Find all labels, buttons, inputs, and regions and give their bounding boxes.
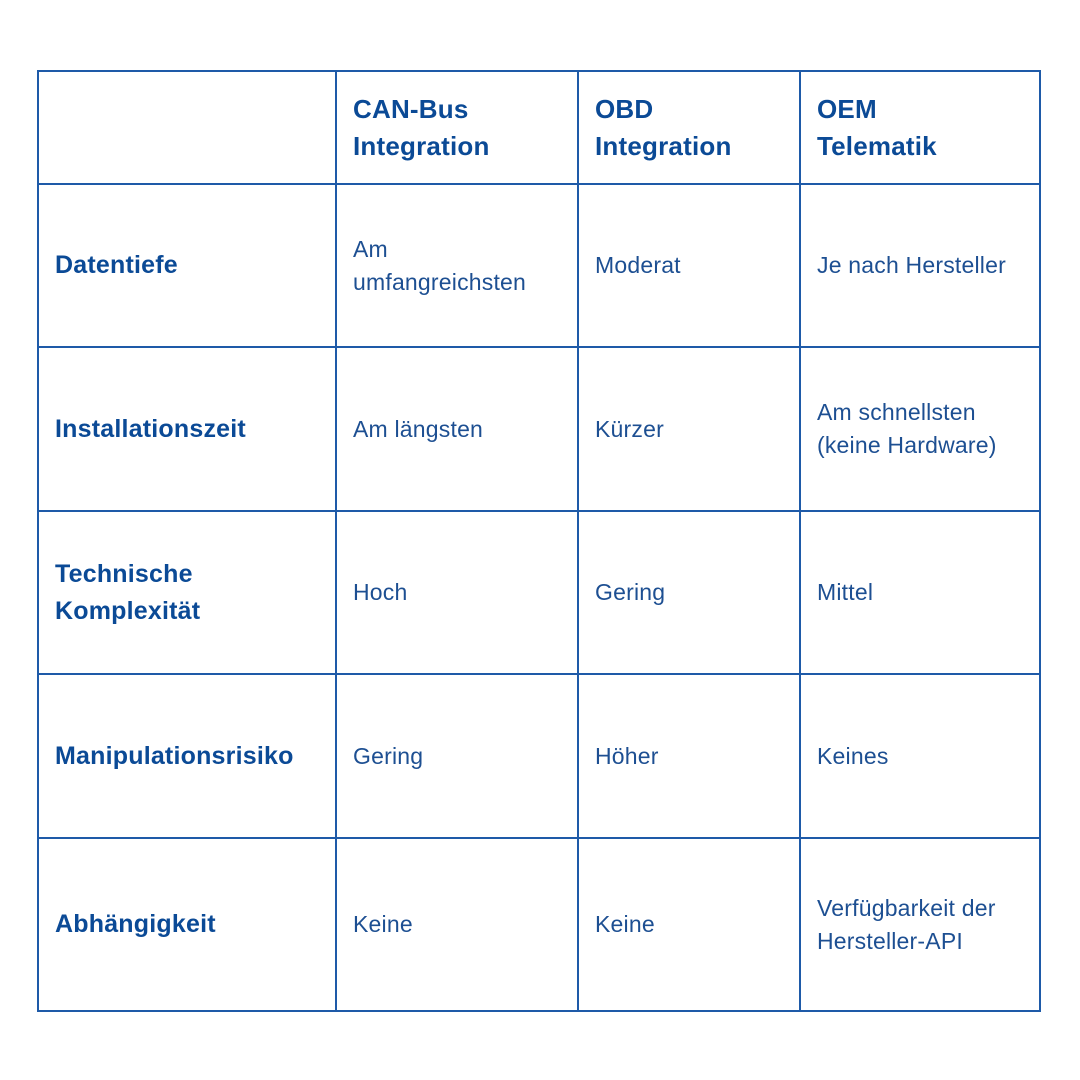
row-header-manipulationsrisiko <box>39 675 337 839</box>
row-header-label: Technische Komplexität <box>55 559 201 625</box>
column-header-oem <box>801 72 1039 185</box>
row-header-label: Manipulationsrisiko <box>55 741 294 770</box>
column-header-canbus <box>337 72 579 185</box>
table-cell <box>579 185 801 348</box>
cell-text: Verfügbarkeit der Hersteller-API <box>817 894 996 954</box>
table-cell <box>801 185 1039 348</box>
column-header-canbus-label: CAN-Bus Integration <box>353 93 490 161</box>
row-header-datentiefe <box>39 185 337 348</box>
table-cell <box>801 675 1039 839</box>
table-cell <box>337 185 579 348</box>
cell-text: Moderat <box>595 252 681 278</box>
cell-text: Keines <box>817 742 889 769</box>
row-header-label: Abhängigkeit <box>55 910 216 938</box>
column-header-oem-label: OEM Telematik <box>817 93 937 161</box>
cell-text: Gering <box>353 742 424 769</box>
table-cell <box>801 348 1039 512</box>
row-header-abhaengigkeit <box>39 839 337 1010</box>
table-cell <box>337 348 579 512</box>
cell-text: Kürzer <box>595 415 664 442</box>
row-header-label: Installationszeit <box>55 414 246 443</box>
cell-text: Keine <box>353 911 413 937</box>
table-cell <box>337 675 579 839</box>
cell-text: Höher <box>595 742 659 769</box>
row-header-label: Datentiefe <box>55 251 178 279</box>
row-header-technische-komplexitaet <box>39 512 337 675</box>
comparison-table <box>37 70 1041 1012</box>
cell-text: Hoch <box>353 579 408 605</box>
cell-text: Mittel <box>817 579 874 605</box>
cell-text: Je nach Hersteller <box>817 252 1006 278</box>
cell-text: Am schnellsten (keine Hardware) <box>817 399 997 458</box>
row-header-installationszeit <box>39 348 337 512</box>
cell-text: Keine <box>595 911 655 937</box>
table-cell <box>579 675 801 839</box>
header-corner-cell <box>39 72 337 185</box>
table-cell <box>579 348 801 512</box>
column-header-obd-label: OBD Integration <box>595 93 732 161</box>
table-cell <box>801 839 1039 1010</box>
table-cell <box>579 512 801 675</box>
cell-text: Am umfangreichsten <box>353 235 527 295</box>
cell-text: Gering <box>595 579 666 605</box>
cell-text: Am längsten <box>353 415 484 442</box>
table-cell <box>337 839 579 1010</box>
table-cell <box>337 512 579 675</box>
column-header-obd <box>579 72 801 185</box>
table-cell <box>801 512 1039 675</box>
table-cell <box>579 839 801 1010</box>
